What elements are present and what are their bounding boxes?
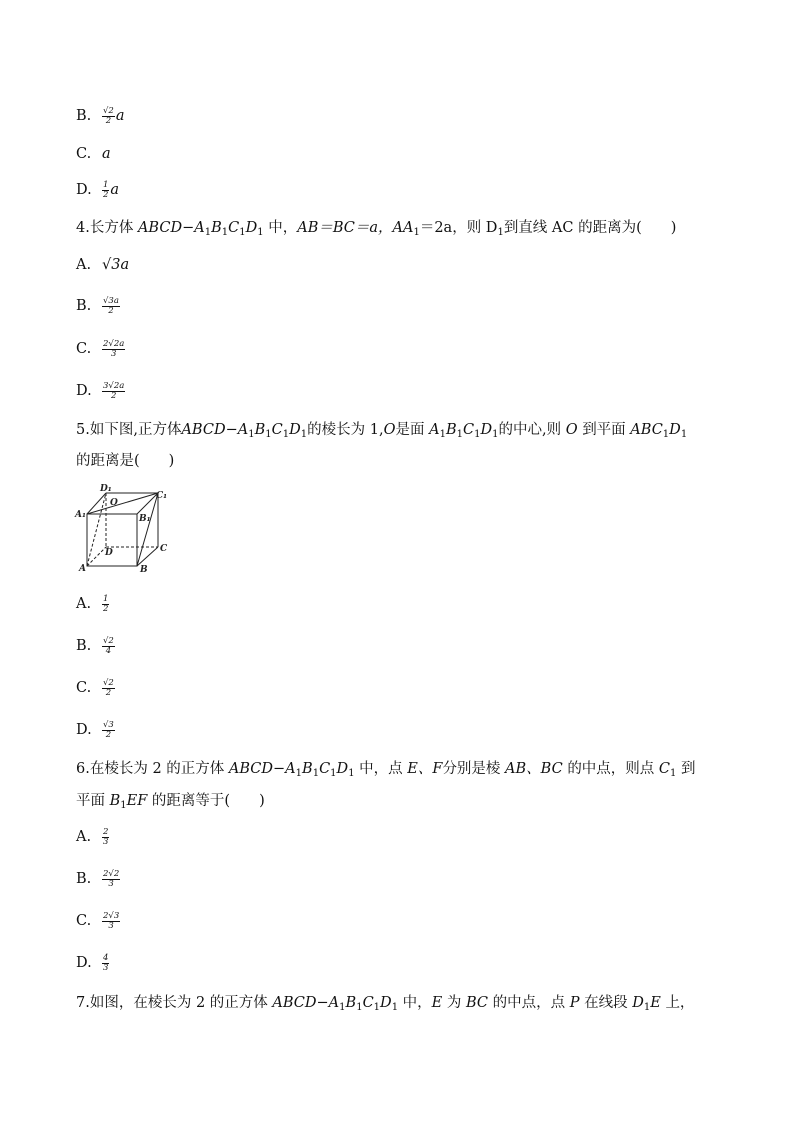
fraction: $\frac{√2}{4}$ — [103, 635, 114, 656]
option-label: A. — [76, 829, 92, 845]
fraction: $\frac{3√2a}{2}$ — [103, 380, 125, 401]
q5-stem-line2: 的距离是( ) — [76, 453, 175, 469]
option-label: C. — [76, 146, 92, 162]
label-a1: A₁ — [75, 510, 86, 520]
label-b1: B₁ — [139, 514, 151, 524]
q5-option-b — [76, 636, 116, 656]
q4-stem: 4.长方体 $ABCD-A_1B_1C_1D_1$ 中，AB＝BC＝a，$AA_1=2a$，则 $D_1$到直线 AC 的距离为( ) — [76, 220, 677, 238]
fraction: $\frac{4}{3}$ — [103, 952, 109, 973]
q4-option-a: A. √3a — [76, 257, 130, 273]
option-label: C. — [76, 341, 92, 357]
q5-stem-line1: 5.如下图,正方体$ABCD-A_1B_1C_1D_1$的棱长为 1,O是面 $A_1B_1C_1D_1$的中心,则 O 到平面 $ABC_1D_1$ — [76, 422, 688, 440]
q3-option-b: B. $\frac{√2}{2}$ a — [76, 105, 125, 126]
option-label: B. — [76, 871, 92, 887]
label-o: O — [110, 498, 118, 508]
option-label: D. — [76, 182, 92, 198]
label-c: C — [160, 544, 168, 554]
option-label: D. — [76, 383, 92, 399]
fraction: $\frac{2√2a}{3}$ — [103, 338, 125, 359]
option-label: C. — [76, 680, 92, 696]
q4-option-c — [76, 339, 126, 359]
label-b: B — [140, 565, 148, 575]
option-label: A. — [76, 257, 92, 273]
q6-stem-line2: 平面 $B_1EF$ 的距离等于( ) — [76, 793, 265, 811]
q6-option-b — [76, 869, 121, 889]
cube-figure — [74, 484, 174, 576]
q6-option-a — [76, 827, 110, 847]
label-c1: C₁ — [156, 491, 168, 501]
option-label: A. — [76, 596, 92, 612]
fraction: $\frac{1}{2}$ — [103, 179, 109, 200]
option-label: B. — [76, 108, 92, 124]
q6-stem-line1: 6.在棱长为 2 的正方体 $ABCD-A_1B_1C_1D_1$ 中，点 E、F分别是棱 AB、BC 的中点，则点 $C_1$ 到 — [76, 761, 696, 779]
q6-option-c — [76, 911, 121, 931]
q5-option-d — [76, 720, 116, 740]
q4-option-b — [76, 296, 121, 316]
label-a: A — [79, 564, 86, 574]
option-label: D. — [76, 722, 92, 738]
fraction: $\frac{2}{3}$ — [103, 826, 109, 847]
q7-stem: 7.如图，在棱长为 2 的正方体 $ABCD-A_1B_1C_1D_1$ 中，E 为 BC 的中点，点 P 在线段 $D_1E$ 上， — [76, 995, 695, 1013]
q5-option-c — [76, 678, 116, 698]
fraction: $\frac{2√3}{3}$ — [103, 910, 120, 931]
label-d1: D₁ — [100, 484, 112, 494]
option-label: B. — [76, 298, 92, 314]
fraction: $\frac{√2}{2}$ — [103, 677, 114, 698]
fraction: $\frac{√2}{2}$ — [103, 105, 114, 126]
fraction: $\frac{√3a}{2}$ — [103, 295, 119, 316]
q6-option-d — [76, 953, 110, 973]
fraction: $\frac{1}{2}$ — [103, 593, 109, 614]
option-label: D. — [76, 955, 92, 971]
option-label: C. — [76, 913, 92, 929]
q5-option-a — [76, 594, 110, 614]
label-d: D — [105, 548, 113, 558]
q3-option-c: C. a — [76, 146, 111, 162]
fraction: $\frac{2√2}{3}$ — [103, 868, 120, 889]
q4-option-d — [76, 381, 126, 401]
option-label: B. — [76, 638, 92, 654]
q3-option-d: D. $\frac{1}{2}$ a — [76, 179, 120, 200]
fraction: $\frac{√3}{2}$ — [103, 719, 114, 740]
